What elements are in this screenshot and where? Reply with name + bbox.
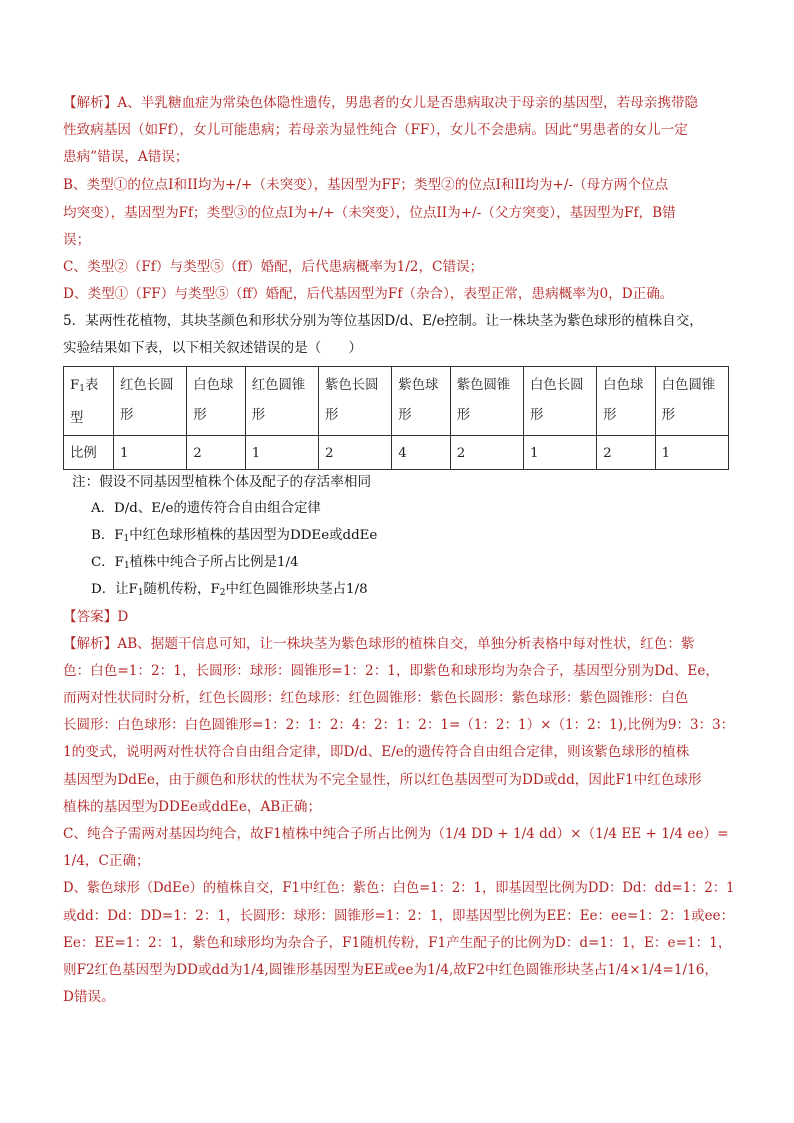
header-subscript: 1 (79, 384, 86, 394)
table-header-cell: 红色长圆 形 (114, 367, 187, 436)
analysis-line: 长圆形：白色球形：白色圆锥形=1：2：1：2：4：2：1：2：1=（1：2：1）×（1：2：1),比例为9：3：3： (63, 717, 735, 733)
table-header-row (64, 367, 729, 436)
table-header-cell: 紫色长圆 形 (318, 367, 391, 436)
prev-answer-line: D、类型①（FF）与类型⑤（ff）婚配，后代基因型为Ff（杂合），表型正常，患病概率为0，D正确。 (63, 286, 674, 302)
prev-answer-line: 患病”错误，A错误； (63, 149, 189, 165)
prev-answer-line: 性致病基因（如Ff），女儿可能患病；若母亲为显性纯合（FF），女儿不会患病。因此“男患者的女儿一定 (63, 122, 688, 138)
table-header-cell: 紫色球 形 (392, 367, 451, 436)
table-header-cell: 白色球 形 (597, 367, 656, 436)
table-header-cell: 白色长圆 形 (523, 367, 596, 436)
prev-answer-line: B、类型①的位点I和II均为+/+（未突变），基因型为FF；类型②的位点I和II均为+/-（母方两个位点 (63, 177, 669, 193)
table-cell: 1 (245, 436, 318, 470)
question-stem-line1: 5．某两性花植物，其块茎颜色和形状分别为等位基因D/d、E/e控制。让一株块茎为紫色球形的植株自交， (63, 313, 703, 329)
table-cell: 1 (523, 436, 596, 470)
prev-answer-line: 【解析】A、半乳糖血症为常染色体隐性遗传，男患者的女儿是否患病取决于母亲的基因型，若母亲携带隐 (63, 95, 699, 111)
question-stem-line2: 实验结果如下表，以下相关叙述错误的是（ ） (63, 340, 363, 356)
analysis-line: 【解析】AB、据题干信息可知，让一株块茎为紫色球形的植株自交，单独分析表格中每对性状，红色：紫 (63, 636, 695, 652)
table-header-cell: 白色球 形 (187, 367, 246, 436)
analysis-line: 或dd：Dd：DD=1：2：1，长圆形：球形：圆锥形=1：2：1，即基因型比例为EE：Ee：ee=1：2：1或ee： (63, 908, 735, 924)
phenotype-table (63, 366, 729, 470)
analysis-line: 植株的基因型为DDEe或ddEe，AB正确； (63, 799, 322, 815)
prev-answer-line: 均突变），基因型为Ff；类型③的位点I为+/+（未突变），位点II为+/-（父方突变），基因型为Ff，B错 (63, 205, 676, 221)
prev-answer-line: C、类型②（Ff）与类型⑤（ff）婚配，后代患病概率为1/2，C错误； (63, 259, 484, 275)
analysis-line: C、纯合子需两对基因均纯合，故F1植株中纯合子所占比例为（1/4 DD + 1/4 dd）×（1/4 EE + 1/4 ee）= (63, 826, 729, 842)
analysis-line: D、紫色球形（DdEe）的植株自交，F1中红色：紫色：白色=1：2：1，即基因型比例为DD：Dd：dd=1：2：1 (63, 880, 735, 896)
table-cell: 2 (318, 436, 391, 470)
analysis-line: D错误。 (63, 989, 115, 1005)
table-cell: 2 (450, 436, 523, 470)
analysis-line: 而两对性状同时分析，红色长圆形：红色球形：红色圆锥形：紫色长圆形：紫色球形：紫色圆锥形：白色 (63, 690, 689, 706)
analysis-line: Ee：EE=1：2：1，紫色和球形均为杂合子，F1随机传粉，F1产生配子的比例为D：d=1：1，E：e=1：1， (63, 935, 732, 951)
table-row (64, 436, 729, 470)
table-header-cell: 红色圆锥 形 (245, 367, 318, 436)
analysis-line: 色：白色=1：2：1，长圆形：球形：圆锥形=1：2：1，即紫色和球形均为杂合子，基因型分别为Dd、Ee， (63, 663, 719, 679)
table-cell: 2 (187, 436, 246, 470)
option-b: B．$F_1$中红色球形植株的基因型为DDEe或ddEe (91, 528, 378, 544)
analysis-line: 则F2红色基因型为DD或dd为1/4,圆锥形基因型为EE或ee为1/4,故F2中红色圆锥形块茎占1/4×1/4=1/16， (63, 962, 718, 978)
header-text: 表 (85, 378, 99, 393)
table-header-cell: 白色圆锥 形 (655, 367, 728, 436)
analysis-line: 1的变式，说明两对性状符合自由组合定律，即D/d、E/e的遗传符合自由组合定律，则该紫色球形的植株 (63, 744, 690, 760)
table-note: 注：假设不同基因型植株个体及配子的存活率相同 (72, 474, 372, 490)
table-cell: 4 (392, 436, 451, 470)
table-header-cell: 紫色圆锥 形 (450, 367, 523, 436)
table-cell: 2 (597, 436, 656, 470)
table-row-label: 比例 (64, 436, 114, 470)
table-cell: 1 (114, 436, 187, 470)
header-text: F (70, 378, 80, 393)
option-c: C．$F_1$植株中纯合子所占比例是1/4 (91, 555, 299, 571)
option-d: D．让$F_1$随机传粉，$F_2$中红色圆锥形块茎占1/8 (91, 582, 368, 598)
analysis-line: 1/4，C正确； (63, 853, 150, 869)
analysis-line: 基因型为DdEe，由于颜色和形状的性状为不完全显性，所以红色基因型可为DD或dd，因此F1中红色球形 (63, 772, 702, 788)
prev-answer-line: 误； (63, 232, 91, 248)
table-cell: 1 (655, 436, 728, 470)
header-text: 型 (70, 411, 84, 426)
answer-label: 【答案】D (63, 609, 129, 625)
option-a: A．D/d、E/e的遗传符合自由组合定律 (91, 501, 321, 516)
table-header-cell (64, 367, 114, 436)
